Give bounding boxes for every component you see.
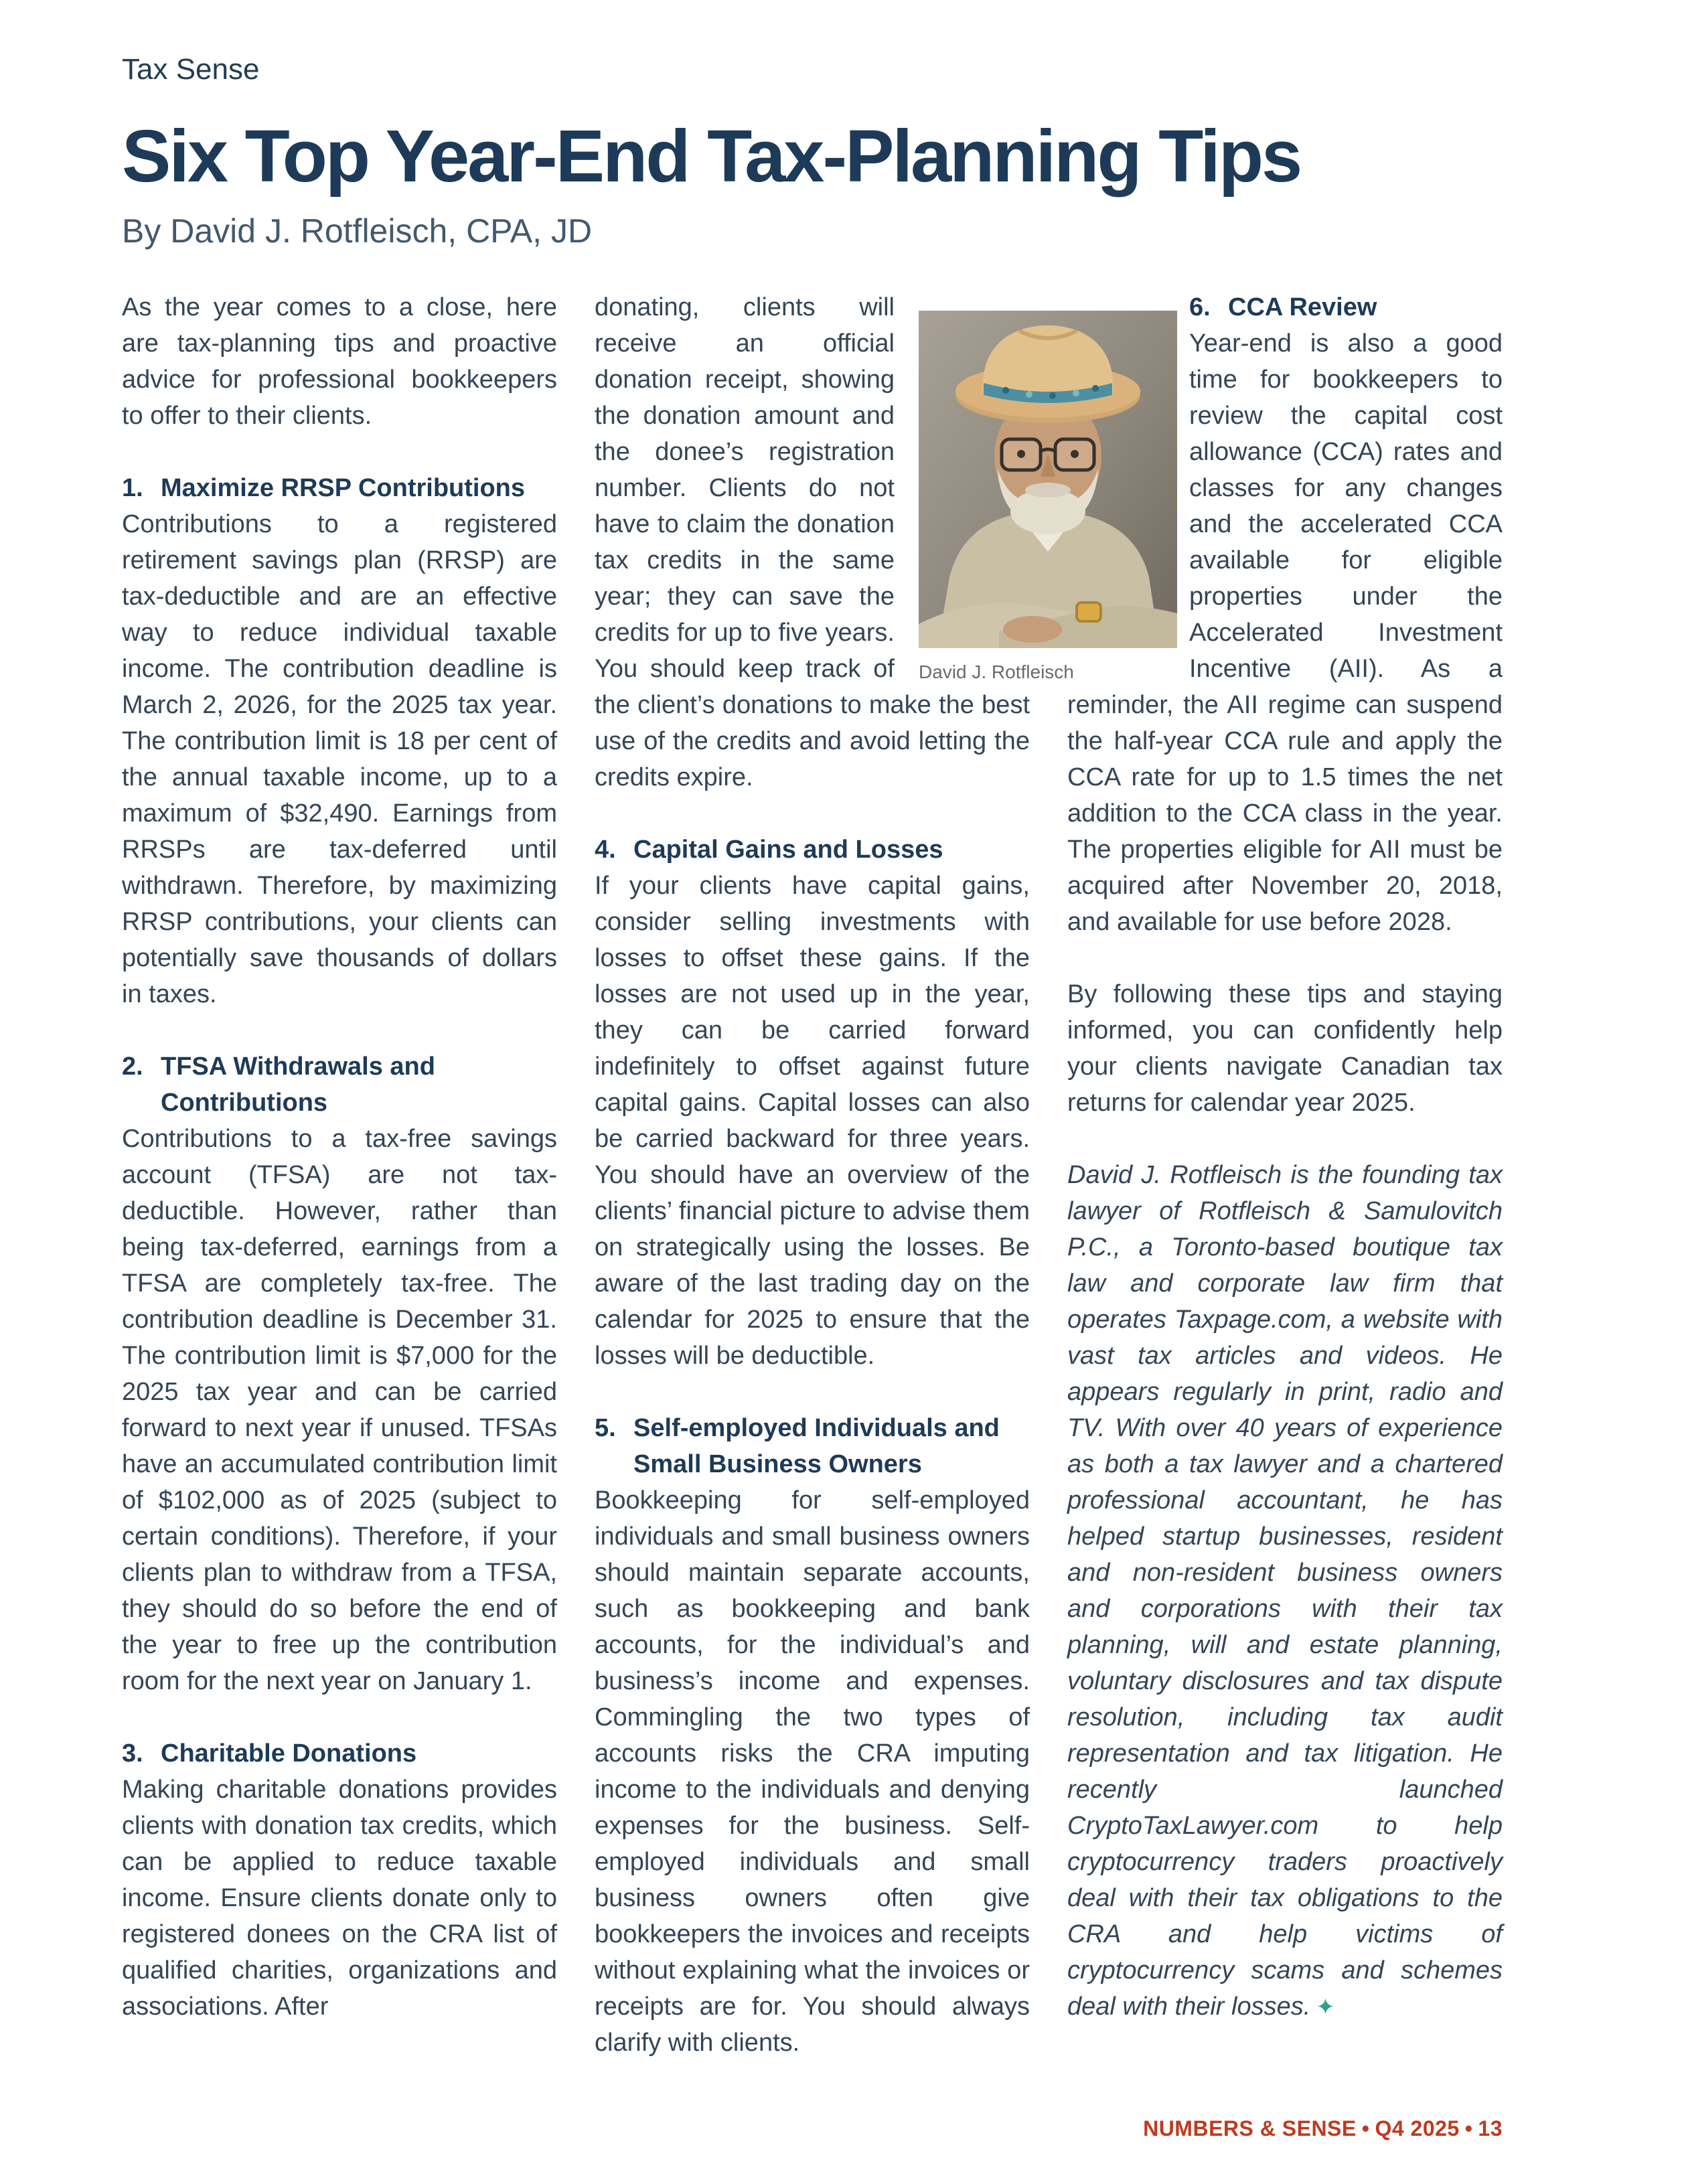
section-3-heading xyxy=(122,1735,557,1772)
page-footer xyxy=(1143,2116,1503,2141)
author-bio xyxy=(1067,1157,1503,2025)
section-3-continued-text: donating, clients will receive an official donation receipt, showing the donation amount and the donee’s registration number. Clients do not have to claim the donation tax credits in the same year; they can save the credits for up to five years. You should keep track of the client’s donations to make the best use of the credits and avoid letting the credits expire. xyxy=(595,293,1030,791)
intro-paragraph: As the year comes to a close, here are tax-planning tips and proactive advice for professional bookkeepers to offer to their clients. xyxy=(122,293,557,430)
section-5-body: Bookkeeping for self-employed individuals and small business owners should maintain separate accounts, such as bookkeeping and bank accounts, for the individual’s and business’s income and expenses. Commingling the two types of accounts risks the CRA imputing income to the individuals and denying expenses for the business. Self-employed individuals and small business owners often give bookkeepers the invoices and receipts without explaining what the invoices or receipts are for. You should always clarify with clients. xyxy=(595,1486,1030,2057)
section-number: 1. xyxy=(122,474,143,502)
end-of-article-icon: ✦ xyxy=(1316,1995,1335,2020)
footer-bullet: • xyxy=(1361,2116,1370,2140)
section-number: 3. xyxy=(122,1739,143,1768)
author-photo-caption: David J. Rotfleisch xyxy=(919,661,1074,682)
section-2-body: Contributions to a tax-free savings account (TFSA) are not tax-deductible. However, rather than being tax-deferred, earnings from a TFSA are completely tax-free. The contribution deadline is December 31. The contribution limit is $7,000 for the 2025 tax year and can be carried forward to next year if unused. TFSAs have an accumulated contribution limit of $102,000 as of 2025 (subject to certain conditions). Therefore, if your clients plan to withdraw from a TFSA, they should do so before the end of the year to free up the contribution room for the next year on January 1. xyxy=(122,1125,557,1695)
section-5-heading xyxy=(595,1410,1030,1482)
article-header xyxy=(122,52,1503,250)
section-3-body-part-1: Making charitable donations provides clients with donation tax credits, which can be applied to reduce taxable income. Ensure clients donate only to registered donees on the CRA list of qualified charities, organizations and associations. After xyxy=(122,1776,557,2021)
section-kicker: Tax Sense xyxy=(122,53,260,86)
section-heading-text: Self-employed Individuals and Small Business Owners xyxy=(633,1414,1000,1478)
article-title: Six Top Year-End Tax-Planning Tips xyxy=(122,115,1301,198)
article-byline: By David J. Rotfleisch, CPA, JD xyxy=(122,212,593,250)
section-number: 6. xyxy=(1189,293,1211,321)
section-1-body: Contributions to a registered retirement savings plan (RRSP) are tax-deductible and are an effective way to reduce individual taxable income. The contribution deadline is March 2, 2026, for the 2025 tax year. The contribution limit is 18 per cent of the annual taxable income, up to a maximum of $32,490. Earnings from RRSPs are tax-deferred until withdrawn. Therefore, by maximizing RRSP contributions, your clients can potentially save thousands of dollars in taxes. xyxy=(122,510,557,1008)
footer-magazine-name: NUMBERS & SENSE xyxy=(1143,2116,1357,2140)
closing-paragraph: By following these tips and staying informed, you can confidently help your clients navigate Canadian tax returns for calendar year 2025. xyxy=(1067,980,1503,1117)
article-columns xyxy=(122,289,1503,2061)
section-heading-text: CCA Review xyxy=(1228,293,1377,321)
section-heading-text: TFSA Withdrawals and Contributions xyxy=(161,1052,435,1117)
section-number: 5. xyxy=(595,1414,616,1442)
section-3 xyxy=(122,1735,557,2025)
author-portrait-illustration xyxy=(919,311,1177,648)
column-1 xyxy=(122,289,557,2061)
section-4-body: If your clients have capital gains, consider selling investments with losses to offset these gains. If the losses are not used up in the year, they can be carried forward indefinitely to offset against future capital gains. Capital losses can also be carried backward for three years. You should have an overview of the clients’ financial picture to advise them on strategically using the losses. Be aware of the last trading day on the calendar for 2025 to ensure that the losses will be deductible. xyxy=(595,872,1030,1370)
footer-issue: Q4 2025 xyxy=(1375,2116,1460,2140)
section-number: 2. xyxy=(122,1052,143,1081)
footer-bullet: • xyxy=(1464,2116,1473,2140)
section-number: 4. xyxy=(595,836,616,864)
author-photo xyxy=(919,311,1177,684)
section-6-body: Year-end is also a good time for bookkeepers to review the capital cost allowance (CCA) rates and classes for any changes and the accelerated CCA available for eligible properties under the Accelerated Investment Incentive (AII). As a reminder, the AII regime can suspend the half-year CCA rule and apply the CCA rate for up to 1.5 times the net addition to the CCA class in the year. The properties eligible for AII must be acquired after November 20, 2018, and available for use before 2028. xyxy=(1067,329,1503,936)
page-content xyxy=(122,52,1503,2061)
section-6-heading xyxy=(1189,289,1503,325)
author-bio-text: David J. Rotfleisch is the founding tax lawyer of Rotfleisch & Samulovitch P.C., a Toronto-based boutique tax law and corporate law firm that operates Taxpage.com, a website with vast tax articles and videos. He appears regularly in print, radio and TV. With over 40 years of experience as both a tax lawyer and a chartered professional accountant, he has helped startup businesses, resident and non-resident business owners and corporations with their tax planning, will and estate planning, voluntary disclosures and tax dispute resolution, including tax audit representation and tax litigation. He recently launched CryptoTaxLawyer.com to help cryptocurrency traders proactively deal with their tax obligations to the CRA and help victims of cryptocurrency scams and schemes deal with their losses. xyxy=(1067,1161,1503,2021)
section-2-heading xyxy=(122,1048,557,1121)
section-heading-text: Maximize RRSP Contributions xyxy=(161,474,526,502)
section-heading-text: Capital Gains and Losses xyxy=(633,836,943,864)
section-4-heading xyxy=(595,832,1030,868)
section-heading-text: Charitable Donations xyxy=(161,1739,417,1768)
section-2 xyxy=(122,1048,557,1699)
section-4 xyxy=(595,832,1030,1374)
section-1-heading xyxy=(122,470,557,506)
footer-page-number: 13 xyxy=(1478,2116,1503,2140)
section-1 xyxy=(122,470,557,1012)
section-5 xyxy=(595,1410,1030,2061)
